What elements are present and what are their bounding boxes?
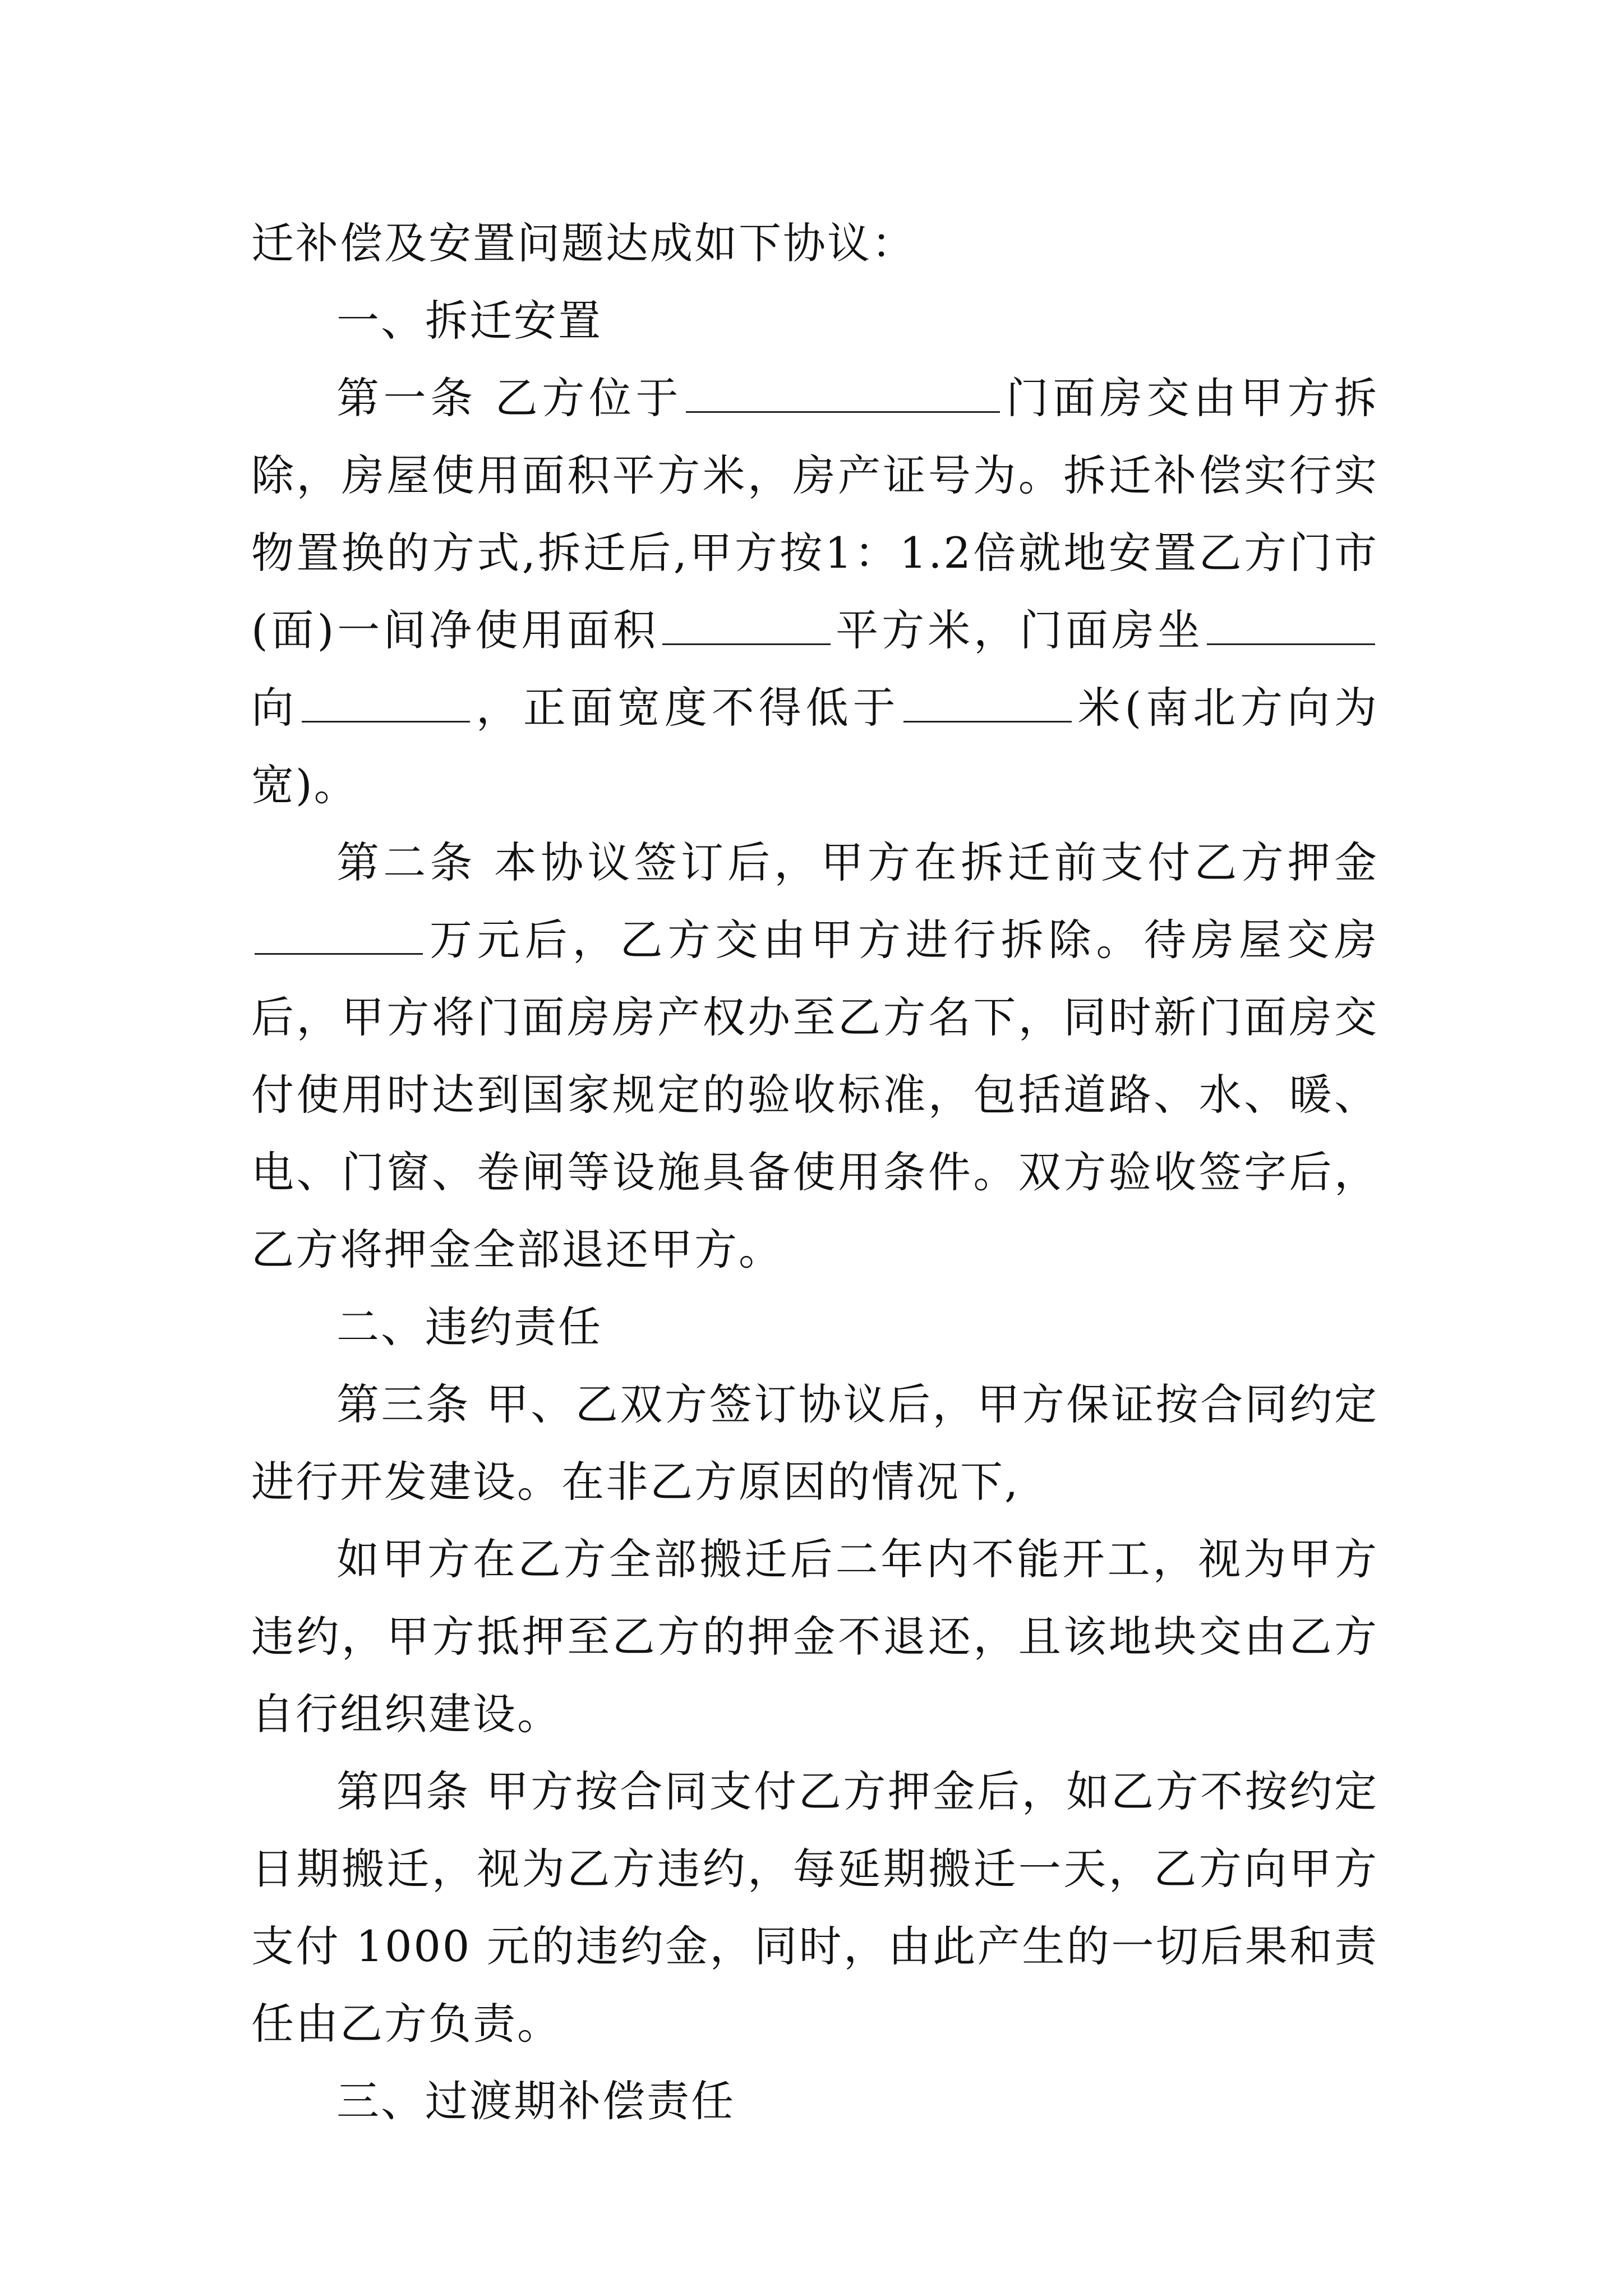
blank-orientation-to bbox=[302, 682, 470, 723]
blank-orientation-from bbox=[1207, 604, 1375, 645]
blank-deposit bbox=[255, 914, 423, 955]
article-1-text-d: 向 bbox=[251, 683, 298, 733]
article-2 bbox=[251, 824, 1378, 1289]
document-body bbox=[251, 205, 1378, 2140]
article-3: 第三条 甲、乙双方签订协议后，甲方保证按合同约定进行开发建设。在非乙方原因的情况下, bbox=[251, 1379, 1378, 1507]
article-2-text-a: 第二条 本协议签订后，甲方在拆迁前支付乙方押金 bbox=[336, 838, 1378, 887]
article-4: 第四条 甲方按合同支付乙方押金后，如乙方不按约定日期搬迁，视为乙方违约，每延期搬迁一天，乙方向甲方支付 1000 元的违约金，同时，由此产生的一切后果和责任由乙方负责。 bbox=[251, 1766, 1378, 2049]
article-1-text-c: 平方米，门面房坐 bbox=[834, 605, 1204, 655]
article-1-text-b: 门面房交由甲方拆除，房屋使用面积平方米，房产证号为。拆迁补偿实行实物置换的方式,拆迁后,甲方按1：1.2倍就地安置乙方门市(面)一间净使用面积 bbox=[251, 373, 1378, 655]
intro-paragraph bbox=[251, 205, 1378, 282]
section-heading-1: 一、拆迁安置 bbox=[336, 296, 602, 346]
article-2-text-b: 万元后，乙方交由甲方进行拆除。待房屋交房后，甲方将门面房房产权办至乙方名下，同时新门面房交付使用时达到国家规定的验收标准，包括道路、水、暖、电、门窗、卷闸等设施具备使用条件。双方验收签字后，乙方将押金全部退还甲方。 bbox=[251, 915, 1378, 1274]
blank-width bbox=[903, 682, 1072, 723]
article-1-text-e: ，正面宽度不得低于 bbox=[473, 683, 900, 733]
article-1 bbox=[251, 360, 1378, 824]
section-heading-3: 三、过渡期补偿责任 bbox=[336, 2076, 735, 2126]
intro-text: 迁补偿及安置问题达成如下协议： bbox=[251, 218, 916, 268]
article-1-text-a: 第一条 乙方位于 bbox=[336, 373, 683, 423]
section-heading-2: 二、违约责任 bbox=[336, 1302, 602, 1352]
blank-location bbox=[686, 372, 1000, 413]
blank-area bbox=[662, 604, 831, 645]
article-3-continuation: 如甲方在乙方全部搬迁后二年内不能开工，视为甲方违约，甲方抵押至乙方的押金不退还，且该地块交由乙方自行组织建设。 bbox=[251, 1534, 1378, 1739]
article-1-text-f: 米(南北方向为宽)。 bbox=[251, 683, 1379, 810]
